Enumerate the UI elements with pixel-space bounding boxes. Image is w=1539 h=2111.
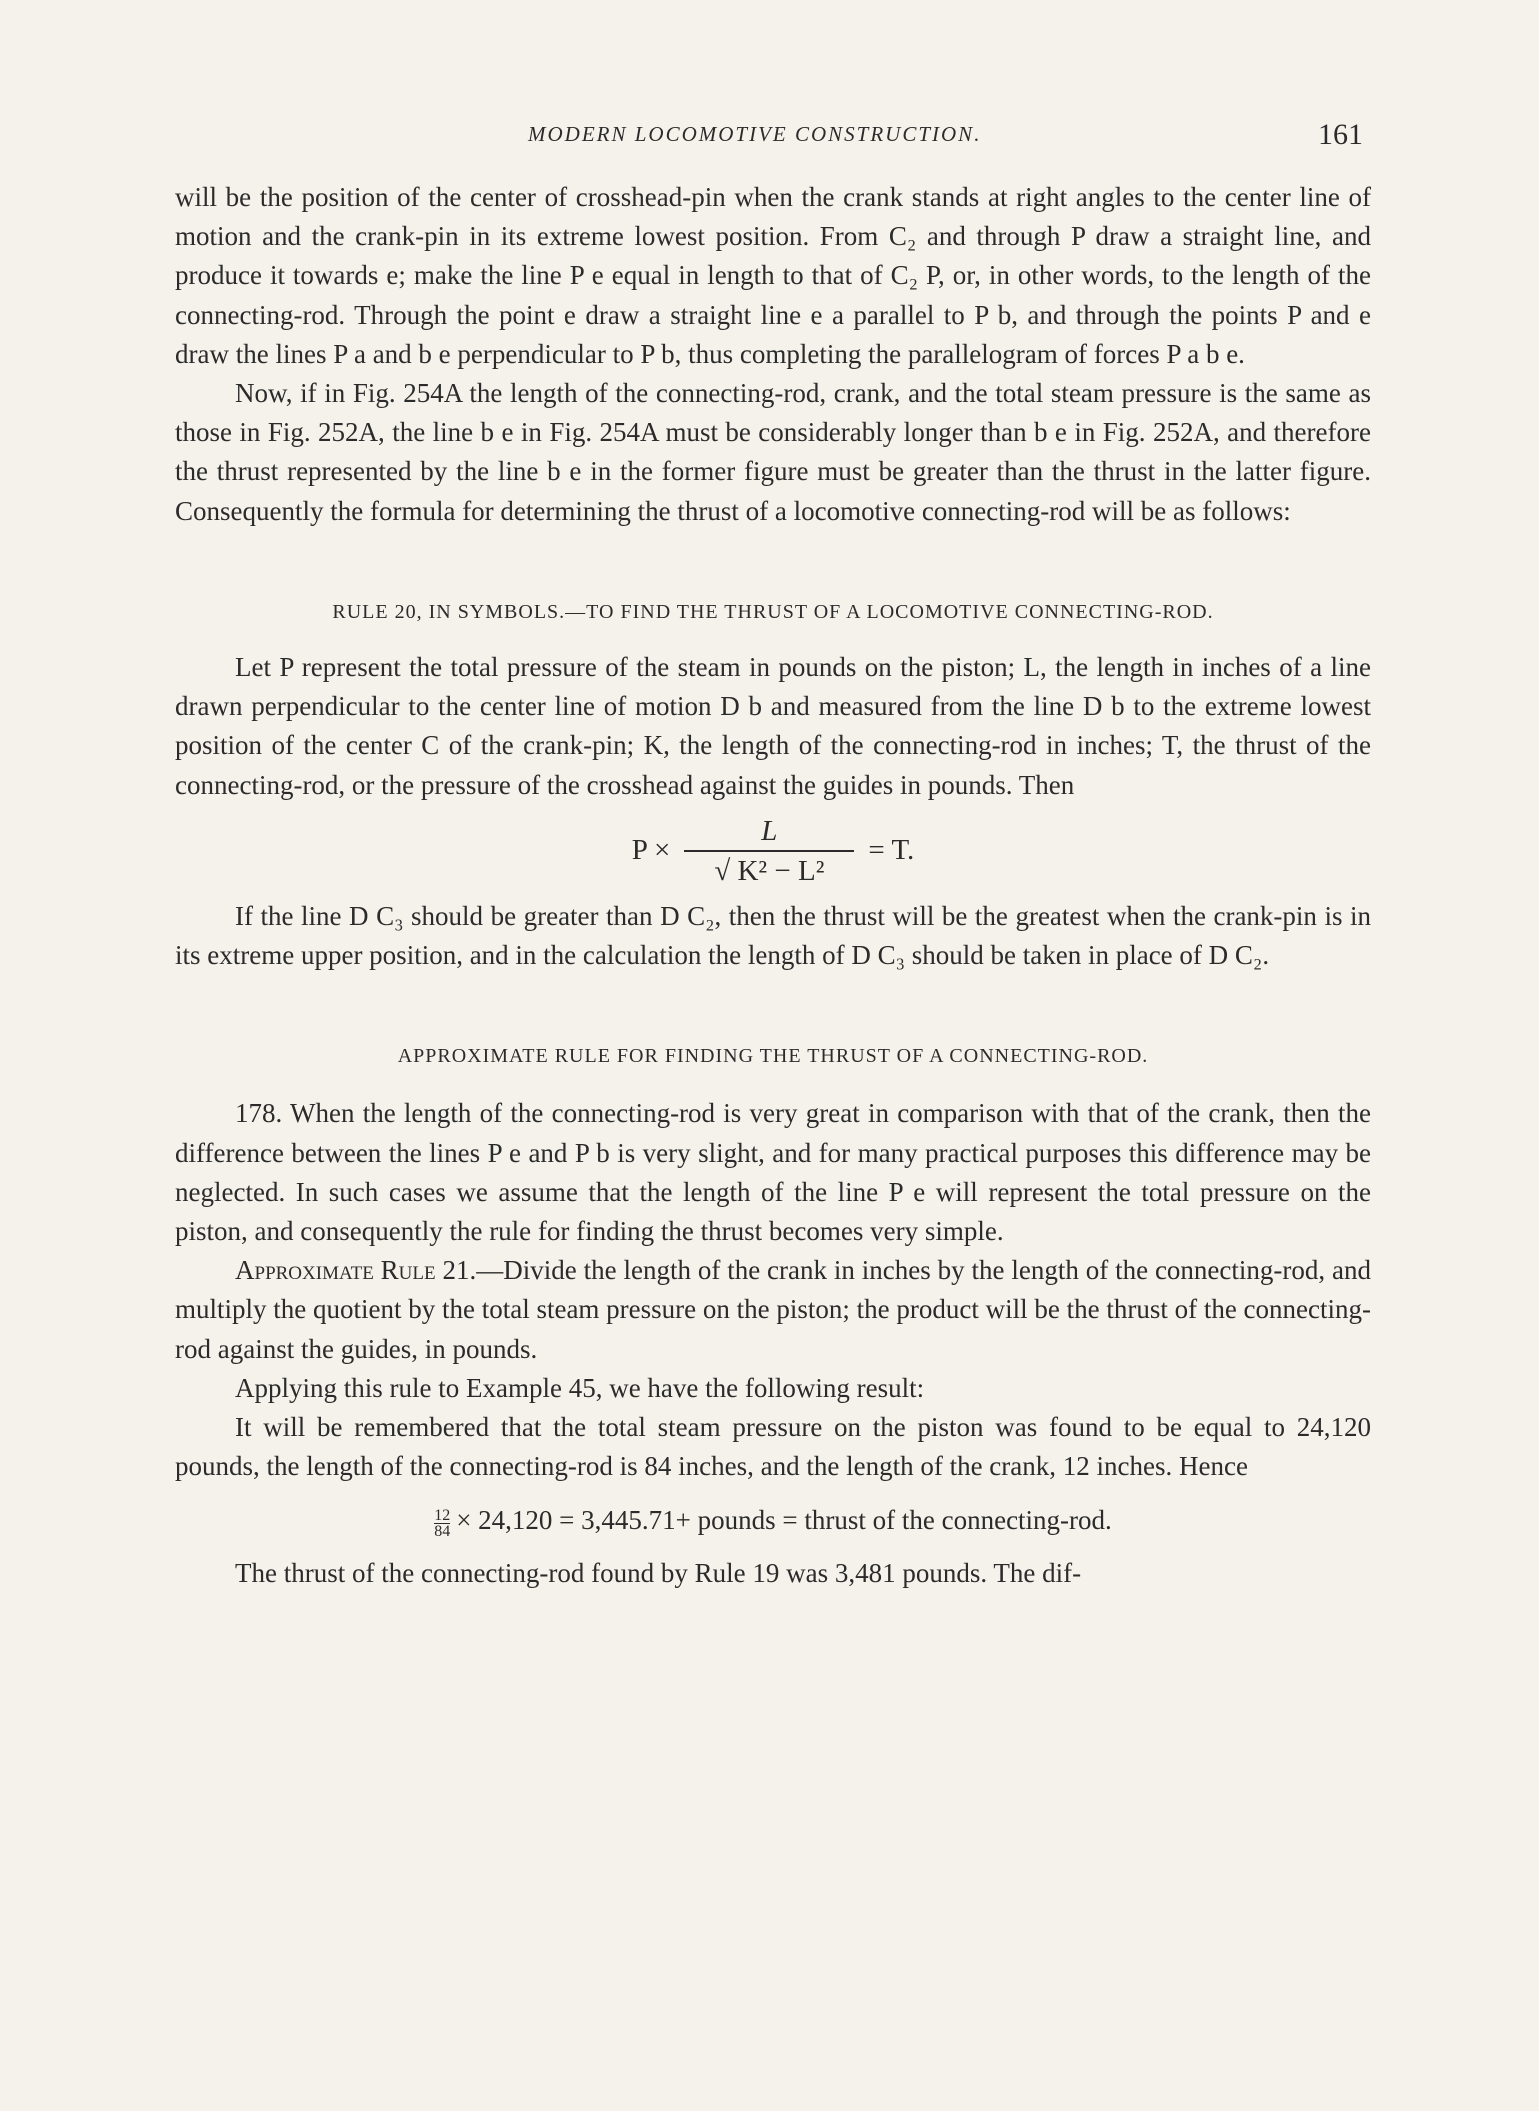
page-number: 161: [1318, 118, 1363, 151]
rule-21-label: Approximate Rule 21.: [235, 1255, 477, 1286]
running-title: MODERN LOCOMOTIVE CONSTRUCTION.: [528, 122, 982, 146]
paragraph: It will be remembered that the total steam pressure on the piston was found to be equal to 24,120 pounds, the length of the connecting-rod is 84 inches, and the length of the crank, 12 inches. Hence: [175, 1412, 1371, 1482]
formula-numerator: L: [761, 814, 778, 847]
paragraph: 178. When the length of the connecting-rod is very great in comparison with that of the crank, then the difference between the lines P e and P b is very slight, and for many practical purposes this difference may be neglected. In such cases we assume that the length of the line P e will represent the total pressure on the piston, and consequently the rule for finding the thrust becomes very simple.: [175, 1098, 1371, 1247]
paragraph: Now, if in Fig. 254A the length of the connecting-rod, crank, and the total steam pressure is the same as those in Fig. 252A, the line b e in Fig. 254A must be considerably longer than b e in Fig. 252A, and therefore the thrust represented by the line b e in the former figure must be greater than the thrust in the latter figure. Consequently the formula for determining the thrust of a locomotive connecting-rod will be as follows:: [175, 378, 1371, 526]
calculation-line: [175, 1500, 1371, 1540]
paragraph: Applying this rule to Example 45, we have the following result:: [235, 1372, 925, 1403]
fraction-bar: [684, 850, 854, 852]
body-text: [175, 178, 1371, 1594]
thrust-formula: [175, 805, 1371, 897]
formula-denominator: √ K² − L²: [714, 854, 825, 887]
formula-lhs: P ×: [631, 834, 671, 867]
fraction-denominator: 84: [434, 1522, 451, 1540]
paragraph: will be the position of the center of crosshead-pin when the crank stands at right angles to the center line of motion and the crank-pin in its extreme lowest position. From C₂ and through P draw a straight line, and produce it towards e; make the line P e equal in length to that of C₂ P, or, in other words, to the length of the connecting-rod. Through the point e draw a straight line e a parallel to P b, and through the points P and e draw the lines P a and b e perpendicular to P b, thus completing the parallelogram of forces P a b e.: [175, 182, 1371, 369]
formula-fraction: [684, 814, 854, 888]
rule-20-heading: RULE 20, IN SYMBOLS.—TO FIND THE THRUST OF A LOCOMOTIVE CONNECTING-ROD.: [332, 600, 1214, 623]
calculation-text: × 24,120 = 3,445.71+ pounds = thrust of the connecting-rod.: [456, 1505, 1112, 1536]
paragraph: If the line D C₃ should be greater than D C₂, then the thrust will be the greatest when the crank-pin is in its extreme upper position, and in the calculation the length of D C₃ should be taken in place of D C₂.: [175, 900, 1371, 971]
paragraph: [175, 1251, 1371, 1369]
fraction-numerator: 12: [434, 1506, 451, 1524]
formula-rhs: = T.: [868, 834, 915, 867]
paragraph: Let P represent the total pressure of the steam in pounds on the piston; L, the length in inches of a line drawn perpendicular to the center line of motion D b and measured from the line D b to the extreme lowest position of the center C of the crank-pin; K, the length of the connecting-rod in inches; T, the thrust of the connecting-rod, or the pressure of the crosshead against the guides in pounds. Then: [175, 652, 1371, 800]
rule-21-text: —Divide the length of the crank in inches by the length of the connecting-rod, and multiply the quotient by the total steam pressure on the piston; the product will be the thrust of the connecting-rod against the guides, in pounds.: [175, 1255, 1372, 1364]
running-head: [0, 118, 1539, 158]
crank-rod-fraction: [434, 1508, 450, 1539]
paragraph: The thrust of the connecting-rod found by Rule 19 was 3,481 pounds. The dif-: [235, 1558, 1082, 1589]
approximate-rule-heading: APPROXIMATE RULE FOR FINDING THE THRUST OF A CONNECTING-ROD.: [397, 1045, 1149, 1068]
